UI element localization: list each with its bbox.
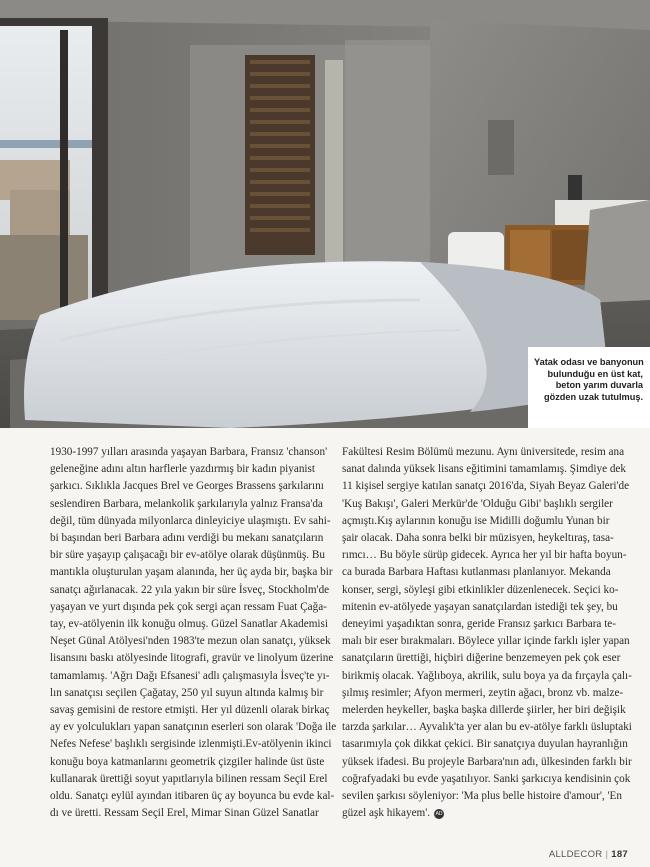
- body-line: şarkıcı. Sıklıkla Jacques Brel ve Georges Brassens şarkılarını: [50, 480, 324, 493]
- body-line: 11 kişisel sergiye katılan sanatçı 2016'da, Siyah Beyaz Galeri'de: [342, 480, 630, 493]
- body-line: Fakültesi Resim Bölümü mezunu. Aynı üniversitede, resim ana: [342, 446, 625, 458]
- body-line: şılmış resimler; Afyon mermeri, zeytin ağacı, bronz vb. malze-: [342, 686, 624, 699]
- body-line: birikmiş olacak. Yağlıboya, akrilik, sulu boya ya da fırçayla çalı-: [342, 669, 632, 682]
- body-line: yüksek ifadesi. Bu projeyle Barbara'nın adı, ülkesinden farklı bir: [342, 755, 632, 768]
- body-line: şair olacak. Daha sonra belki bir müzisyen, heykeltıraş, tasa-: [342, 532, 614, 545]
- body-line: yaşayan ve yurt dışında pek çok sergi açan ressam Fuat Çağa-: [50, 600, 327, 613]
- body-line: ay ev yolculukları yapan sanatçının eserleri son olarak 'Doğa ile: [50, 721, 337, 734]
- body-line: sanatçı ağırlanacak. 22 yıla yakın bir süre İsveç, Stockholm'de: [50, 583, 330, 596]
- caption-line: gözden uzak tutulmuş.: [543, 391, 643, 402]
- body-line: coğrafyadaki bu evde yaşatılıyor. Sanki şarkıcıya kendisinin çok: [342, 772, 631, 785]
- body-line: konser, sergi, söyleşi gibi etkinlikler düzenlenecek. Seçici ko-: [342, 583, 619, 596]
- body-line: melerden heykeller, başka başka dillerde şiirler, her biri değişik: [342, 704, 626, 717]
- caption-line: bulunduğu en üst kat,: [547, 368, 643, 379]
- body-line: tay, ev-atölyenin ilk konuğu olmuş. Güzel Sanatlar Akademisi: [50, 618, 328, 631]
- body-line: mantıkla oluşturulan yaşam alanında, her üç ayda bir, başka bir: [50, 566, 333, 579]
- body-line: ca burada Barbara Haftası kutlanması planlanıyor. Mekanda: [342, 566, 611, 579]
- body-line: savaş gemisini de restore etmişti. Her yıl düzenli olarak birkaç: [50, 704, 330, 717]
- body-line-text: güzel aşk hikayem'.: [342, 807, 431, 820]
- body-line-last: [342, 805, 620, 822]
- page-number: 187: [611, 849, 628, 860]
- caption-line: Yatak odası ve banyonun: [534, 357, 644, 367]
- body-line: seslendiren Barbara, melankolik şarkılarıyla yalnız Fransa'da: [50, 497, 323, 510]
- body-line: tasarımıyla çok dikkat çekici. Bir sanatçıya duyulan hayranlığın: [342, 738, 628, 751]
- body-line: mitenin ev-atölyede yaşayan sanatçılardan istediği tek şey, bu: [342, 600, 618, 613]
- body-line: açmıştı.Kış aylarının konuğu ise Midilli doğumlu Yunan bir: [342, 514, 610, 527]
- article-column-right: [342, 444, 632, 822]
- body-line: deneyimi yaşadıktan sonra, geride Fransız şarkıcı Barbara te-: [342, 618, 616, 631]
- body-line: rımcı… Bu böyle sürüp gidecek. Ayrıca her yıl bir hafta boyun-: [342, 549, 627, 562]
- body-line: oldu. Sanatçı eylül ayından itibaren üç ay boyunca bu evde kal-: [50, 790, 335, 803]
- photo-caption: [528, 347, 650, 428]
- body-line: 'Kuş Bakışı', Galeri Merkür'de 'Olduğu Gibi' başlıklı sergiler: [342, 497, 613, 510]
- body-line: sanat dalında yüksek lisans eğitimini tamamlamış. Şimdiye dek: [342, 463, 626, 476]
- body-line: lın sanatçısı seçilen Çağatay, 250 yıl suyun altında kalmış bir: [50, 686, 324, 699]
- body-line: 1930-1997 yılları arasında yaşayan Barbara, Fransız 'chanson': [50, 446, 328, 458]
- body-line: tamamlamış. 'Ağrı Dağı Efsanesi' adlı çalışmasıyla İsveç'te yı-: [50, 669, 330, 682]
- body-line: bir süre yaşayıp çalışacağı bir ev-atölye olarak düşünmüş. Bu: [50, 549, 325, 562]
- body-line: Neşet Günal Atölyesi'nden 1983'te mezun olan sanatçı, yüksek: [50, 635, 331, 648]
- body-line: bi başından beri Barbara adını verdiği bu mekanı sanatçıların: [50, 532, 324, 545]
- body-line: dı ve üretti. Ressam Seçil Erel, Mimar Sinan Güzel Sanatlar: [50, 807, 319, 820]
- body-line: geleneğine adını altın harflerle yazdırmış bir kadın piyanist: [50, 463, 315, 476]
- body-line: malı bir eser bırakmaları. Böylece yıllar içinde farklı işler yapan: [342, 635, 630, 648]
- end-mark-icon: AD: [435, 810, 443, 817]
- caption-line: beton yarım duvarla: [555, 380, 643, 391]
- body-line: sevilen şarkısı söyleniyor: 'Ma plus belle histoire d'amour', 'En: [342, 790, 622, 803]
- body-line: lisansını baskı atölyesinde litografi, gravür ve linolyum üzerine: [50, 652, 334, 665]
- body-line: kullanarak ürettiği soyut yapıtlarıyla bilinen ressam Seçil Erel: [50, 772, 328, 785]
- body-line: konuğu boya katmanlarını geometrik çizgiler halinde üst üste: [50, 755, 325, 768]
- article-column-left: [50, 444, 337, 822]
- page-footer: [549, 849, 628, 860]
- body-line: Nefes Nefese' başlıklı sergisinde izlenmişti.Ev-atölyenin ikinci: [50, 738, 332, 751]
- body-line: sanatçıların ürettiği, hiçbiri diğerine benzemeyen pek çok eser: [342, 652, 621, 665]
- footer-separator: |: [605, 849, 609, 860]
- body-line: değil, tüm dünyada milyonlarca dinleyiciye ulaşmıştı. Ev sahi-: [50, 514, 331, 527]
- magazine-name: ALLDECOR: [548, 849, 603, 860]
- body-line: tarzda şarkılar… Ayvalık'ta yer alan bu ev-atölye farklı üsluptaki: [342, 721, 632, 734]
